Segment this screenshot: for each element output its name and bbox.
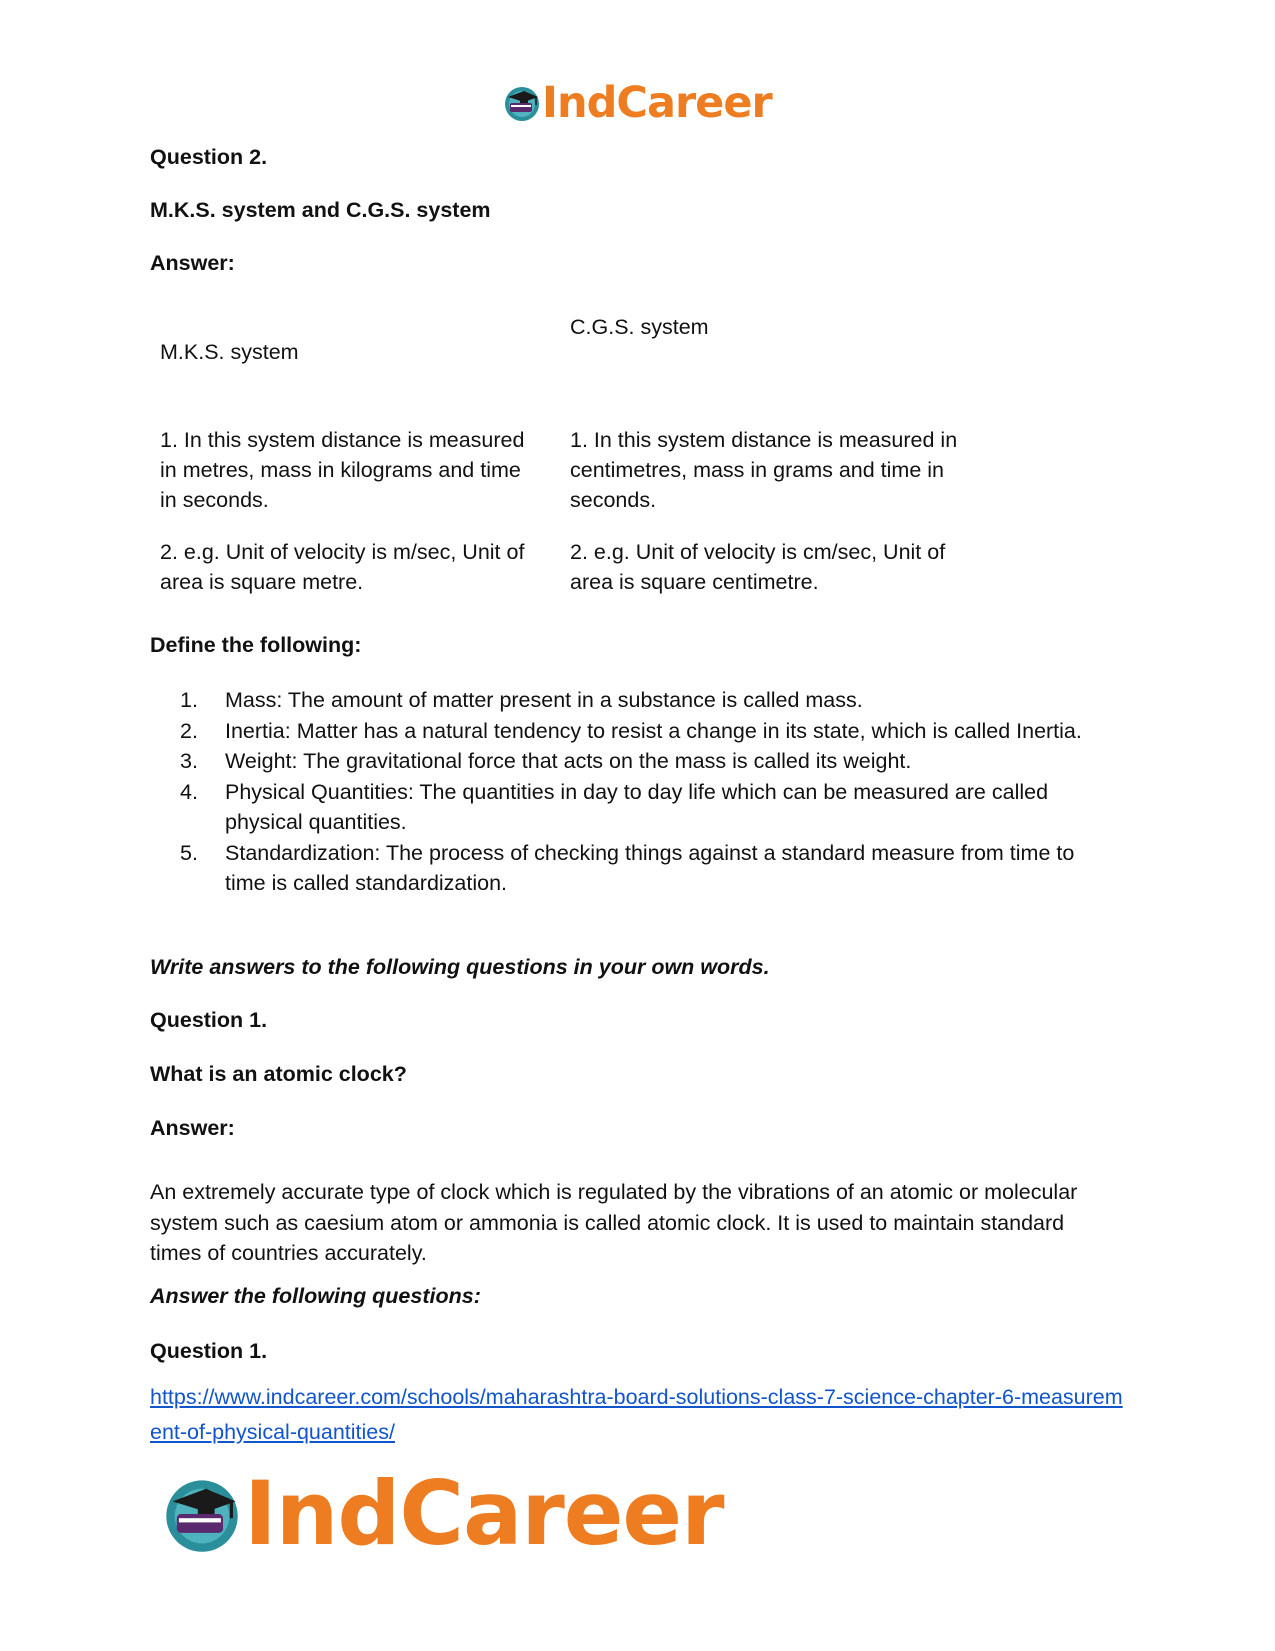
own-words-question: What is an atomic clock? — [150, 1062, 407, 1086]
header-logo — [502, 78, 772, 128]
table-cell: 1. In this system distance is measured in centimetres, mass in grams and time in seconds. — [570, 428, 958, 512]
answer-following-question-label: Question 1. — [150, 1339, 268, 1363]
source-link[interactable]: https://www.indcareer.com/schools/maharashtra-board-solutions-class-7-science-chapter-6-measurement-of-physical-quantities/ — [150, 1385, 1123, 1444]
brand-name: IndCareer — [542, 77, 772, 128]
list-item: 5. Standardization: The process of checking things against a standard measure from time to time is called standardization. — [180, 840, 1075, 895]
own-words-heading: Write answers to the following questions in your own words. — [150, 955, 770, 979]
question-2-answer-label: Answer: — [150, 251, 235, 275]
brand-name: IndCareer — [244, 1462, 724, 1565]
definitions-list — [180, 685, 1120, 899]
own-words-answer-label: Answer: — [150, 1116, 235, 1140]
footer-logo — [160, 1462, 724, 1565]
question-2-title: M.K.S. system and C.G.S. system — [150, 198, 491, 222]
define-heading: Define the following: — [150, 633, 362, 657]
graduation-cap-book-globe-icon — [502, 83, 542, 123]
list-item: 2. Inertia: Matter has a natural tendency to resist a change in its state, which is called Inertia. — [180, 718, 1082, 743]
own-words-answer: An extremely accurate type of clock which is regulated by the vibrations of an atomic or molecular system such as caesium atom or ammonia is called atomic clock. It is used to maintain standard times of countries accurately. — [150, 1180, 1078, 1265]
question-2-label: Question 2. — [150, 145, 268, 169]
answer-following-heading: Answer the following questions: — [150, 1284, 481, 1308]
list-item: 4. Physical Quantities: The quantities in day to day life which can be measured are called physical quantities. — [180, 779, 1049, 834]
table-cell: 1. In this system distance is measured in metres, mass in kilograms and time in seconds. — [160, 428, 525, 512]
list-item: 1. Mass: The amount of matter present in a substance is called mass. — [180, 688, 863, 712]
list-item: 3. Weight: The gravitational force that acts on the mass is called its weight. — [180, 749, 912, 773]
table-header-mks: M.K.S. system — [160, 340, 299, 364]
table-header-cgs: C.G.S. system — [570, 315, 709, 339]
own-words-question-label: Question 1. — [150, 1008, 268, 1032]
table-cell: 2. e.g. Unit of velocity is cm/sec, Unit of area is square centimetre. — [570, 540, 946, 594]
table-cell: 2. e.g. Unit of velocity is m/sec, Unit of area is square metre. — [160, 540, 525, 594]
graduation-cap-book-globe-icon — [160, 1472, 244, 1556]
